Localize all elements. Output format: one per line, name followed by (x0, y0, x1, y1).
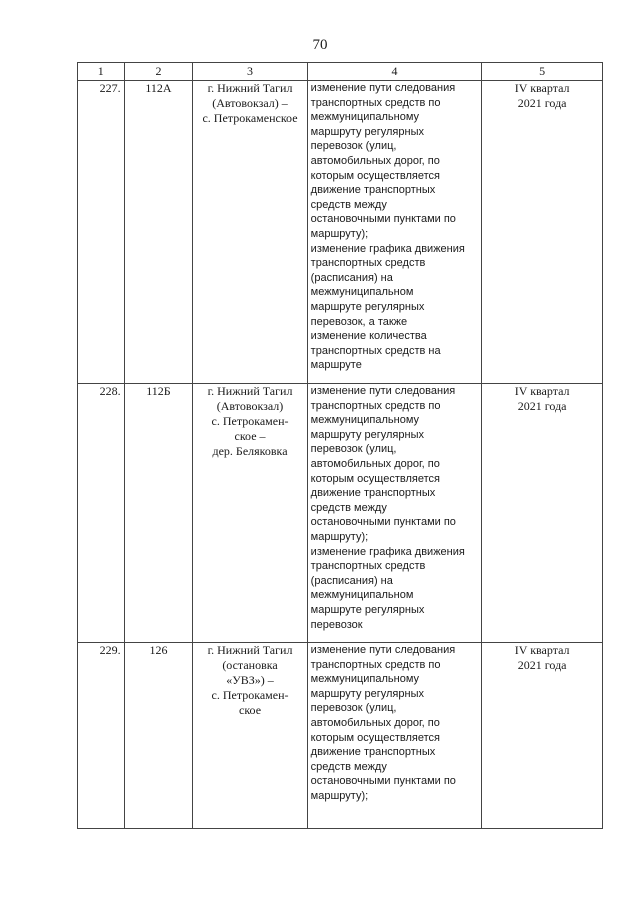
planned-change-line: автомобильных дорог, по (310, 154, 440, 167)
planned-change-line: маршруту); (310, 227, 369, 240)
planned-change-line: изменение пути следования (310, 385, 456, 397)
planned-change-line: изменение количества (310, 330, 427, 343)
planned-change-line: межмуниципальному (310, 673, 420, 686)
planned-change-line: маршруту регулярных (310, 687, 424, 700)
planned-change-line: изменение пути следования (310, 82, 456, 94)
planned-change-line: автомобильных дорог, по (310, 457, 440, 470)
row-number: 227. (78, 81, 125, 384)
route-number: 112Б (124, 384, 193, 643)
column-header-2: 2 (124, 63, 193, 81)
column-header-3: 3 (193, 63, 307, 81)
planned-change-line: изменение графика движения (310, 242, 465, 255)
deadline-line: 2021 года (517, 96, 567, 110)
planned-change-line: остановочными пунктами по (310, 775, 456, 788)
column-header-5: 5 (482, 63, 603, 81)
planned-changes (307, 643, 482, 829)
deadline (482, 643, 603, 829)
planned-change-line: перевозок (улиц, (310, 140, 397, 153)
route-name (193, 81, 307, 384)
route-name-line: г. Нижний Тагил (207, 643, 293, 657)
routes-table (77, 62, 603, 829)
planned-change-line: изменение пути следования (310, 644, 456, 656)
deadline-line: IV квартал (514, 643, 570, 657)
planned-change-line: перевозок (улиц, (310, 702, 397, 715)
planned-change-line: перевозок (улиц, (310, 443, 397, 456)
route-name-line: г. Нижний Тагил (207, 81, 293, 95)
planned-change-line: средств между (310, 198, 387, 211)
planned-change-line: маршруту регулярных (310, 125, 424, 138)
route-number: 126 (124, 643, 193, 829)
route-name-line: ское (239, 703, 262, 717)
planned-change-line: движение транспортных (310, 746, 436, 759)
route-name-line: с. Петрокамен- (211, 688, 289, 702)
deadline-line: 2021 года (517, 399, 567, 413)
planned-change-line: перевозок, а также (310, 315, 408, 328)
table-row (78, 643, 603, 829)
planned-change-line: маршруту); (310, 530, 369, 543)
table-row (78, 81, 603, 384)
column-header-4: 4 (307, 63, 482, 81)
planned-change-line: движение транспортных (310, 184, 436, 197)
deadline-line: 2021 года (517, 658, 567, 672)
planned-change-line: (расписания) на (310, 574, 393, 587)
planned-change-line: межмуниципальном (310, 589, 414, 602)
deadline-line: IV квартал (514, 81, 570, 95)
planned-change-line: (расписания) на (310, 271, 393, 284)
route-name (193, 384, 307, 643)
planned-change-line: маршруте (310, 359, 362, 372)
planned-changes (307, 384, 482, 643)
deadline (482, 81, 603, 384)
table-header-row (78, 63, 603, 81)
planned-change-line: маршруте регулярных (310, 300, 425, 313)
planned-change-line: межмуниципальному (310, 414, 420, 427)
route-name-line: (остановка (222, 658, 278, 672)
route-name-line: с. Петрокаменское (202, 111, 298, 125)
table-body (78, 81, 603, 829)
deadline-line: IV квартал (514, 384, 570, 398)
planned-changes (307, 81, 482, 384)
planned-change-line: маршруту регулярных (310, 428, 424, 441)
planned-change-line: изменение графика движения (310, 545, 465, 558)
planned-change-line: остановочными пунктами по (310, 516, 456, 529)
row-number: 229. (78, 643, 125, 829)
planned-change-line: средств между (310, 760, 387, 773)
route-name-line: дер. Беляковка (212, 444, 288, 458)
planned-change-line: которым осуществляется (310, 472, 440, 485)
route-name-line: (Автовокзал) (216, 399, 284, 413)
planned-change-line: транспортных средств (310, 257, 426, 270)
planned-change-line: маршруту); (310, 789, 369, 802)
planned-change-line: перевозок (310, 618, 363, 631)
planned-change-line: маршруте регулярных (310, 603, 425, 616)
route-name-line: (Автовокзал) – (212, 96, 288, 110)
page-number: 70 (312, 37, 328, 53)
route-name-line: «УВЗ») – (226, 673, 274, 687)
planned-change-line: межмуниципальном (310, 286, 414, 299)
route-name-line: с. Петрокамен- (211, 414, 289, 428)
planned-change-line: транспортных средств по (310, 658, 441, 671)
row-number: 228. (78, 384, 125, 643)
route-name-line: г. Нижний Тагил (207, 384, 293, 398)
planned-change-line: транспортных средств по (310, 96, 441, 109)
planned-change-line: транспортных средств по (310, 399, 441, 412)
route-number: 112А (124, 81, 193, 384)
column-header-1: 1 (78, 63, 125, 81)
planned-change-line: межмуниципальному (310, 111, 420, 124)
planned-change-line: движение транспортных (310, 487, 436, 500)
table-row (78, 384, 603, 643)
planned-change-line: остановочными пунктами по (310, 213, 456, 226)
planned-change-line: которым осуществляется (310, 731, 440, 744)
route-name-line: ское – (234, 429, 266, 443)
planned-change-line: средств между (310, 501, 387, 514)
deadline (482, 384, 603, 643)
planned-change-line: которым осуществляется (310, 169, 440, 182)
route-name (193, 643, 307, 829)
planned-change-line: транспортных средств на (310, 344, 441, 357)
planned-change-line: автомобильных дорог, по (310, 716, 440, 729)
planned-change-line: транспортных средств (310, 560, 426, 573)
